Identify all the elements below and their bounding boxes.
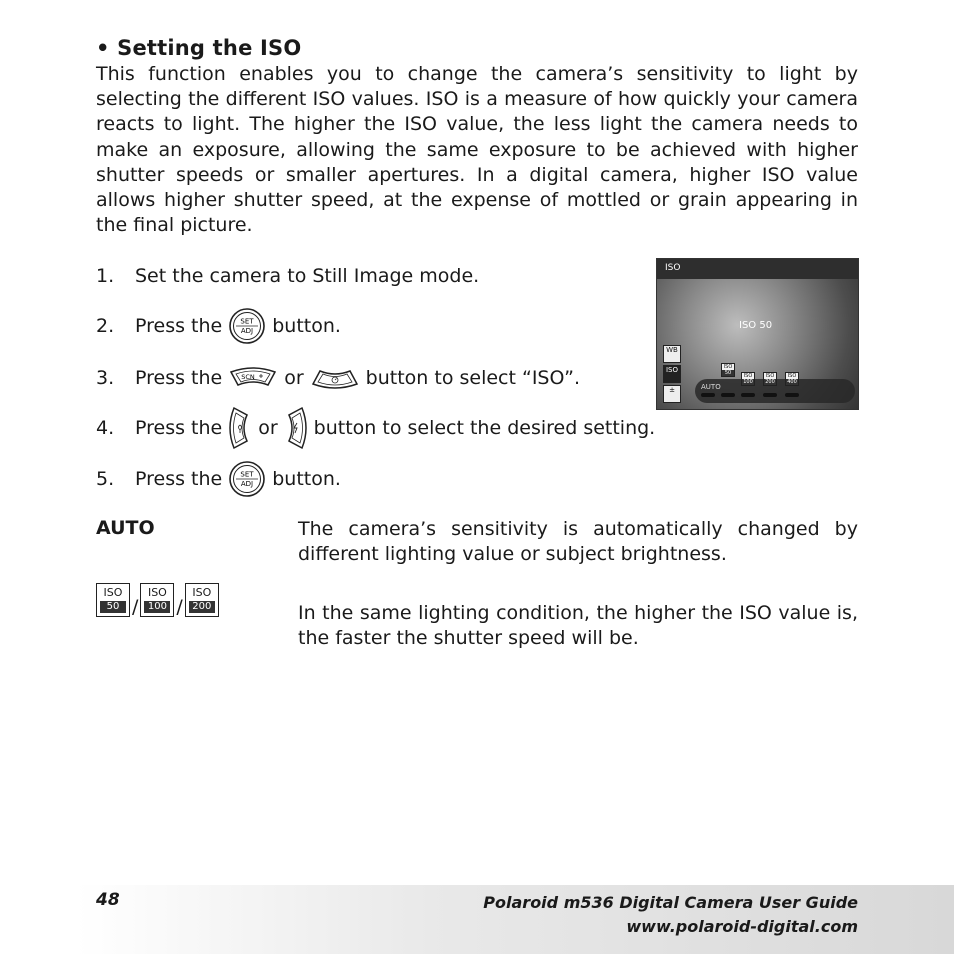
- step-text-pre: Press the: [135, 315, 223, 337]
- step-number: 3.: [96, 367, 115, 389]
- step-text-pre: Press the: [135, 417, 223, 439]
- iso-100-icon: ISO 100: [140, 583, 174, 617]
- page-number: 48: [96, 890, 120, 910]
- step-number: 4.: [96, 417, 115, 439]
- heading-title: Setting the ISO: [117, 36, 302, 60]
- auto-label: AUTO: [701, 383, 721, 391]
- step-number: 2.: [96, 315, 115, 337]
- iso-50-icon: ISO 50: [721, 363, 735, 377]
- strip-marker: [701, 393, 715, 397]
- separator: /: [132, 596, 139, 618]
- svg-text:ADJ: ADJ: [241, 327, 254, 335]
- guide-url: www.polaroid-digital.com: [626, 917, 858, 936]
- lcd-header-bar: [657, 259, 858, 279]
- scn-left-button-icon: [228, 366, 278, 390]
- white-balance-icon: WB: [663, 345, 681, 363]
- step-text: Set the camera to Still Image mode.: [135, 265, 480, 287]
- iso-badges-row: [96, 583, 219, 617]
- lcd-iso-readout: ISO 50: [739, 320, 773, 331]
- svg-text:ADJ: ADJ: [241, 480, 254, 488]
- step-text-post: button to select “ISO”.: [365, 367, 580, 389]
- camera-lcd-screenshot: [656, 258, 859, 410]
- iso-400-icon: ISO 400: [785, 372, 799, 386]
- strip-marker: [741, 393, 755, 397]
- exposure-icon: ±: [663, 385, 681, 403]
- step-text-mid: or: [258, 417, 278, 439]
- iso-100-icon: ISO 100: [741, 372, 755, 386]
- step-text-post: button.: [272, 468, 341, 490]
- iso-200-icon: ISO 200: [185, 583, 219, 617]
- auto-option-description: The camera’s sensitivity is automatically changed by different lighting value or subject brightness.: [298, 518, 858, 565]
- step-text-post: button.: [272, 315, 341, 337]
- guide-title: Polaroid m536 Digital Camera User Guide: [483, 893, 858, 912]
- iso-200-icon: ISO 200: [763, 372, 777, 386]
- self-timer-right-button-icon: [310, 366, 360, 390]
- set-adj-button-icon: [228, 460, 266, 498]
- flash-down-button-icon: [284, 405, 308, 451]
- section-heading: [96, 36, 301, 60]
- set-adj-button-icon: [228, 307, 266, 345]
- step-4: [96, 413, 655, 443]
- svg-text:SET: SET: [240, 470, 254, 479]
- svg-text:SCN: SCN: [241, 373, 255, 381]
- step-text-post: button to select the desired setting.: [313, 417, 656, 439]
- step-text-mid: or: [284, 367, 304, 389]
- auto-option-label: AUTO: [96, 517, 155, 539]
- step-text-pre: Press the: [135, 468, 223, 490]
- iso-option-description: In the same lighting condition, the higher the ISO value is, the faster the shutter speed will be.: [298, 602, 858, 649]
- macro-up-button-icon: [228, 405, 252, 451]
- iso-50-icon: ISO 50: [96, 583, 130, 617]
- heading-bullet: •: [96, 36, 110, 60]
- svg-text:SET: SET: [240, 317, 254, 326]
- intro-paragraph: This function enables you to change the camera’s sensitivity to light by selecting the different ISO values. ISO is a measure of how quickly your camera reacts to light. The higher the ISO value, the less light the camera needs to make an exposure, allowing the same exposure to be achieved with higher shutter speeds or smaller apertures. In a digital camera, higher ISO value allows higher shutter speed, at the expense of mottled or grain appearing in the final picture.: [96, 63, 858, 237]
- step-3: [96, 363, 580, 393]
- step-number: 1.: [96, 265, 115, 287]
- strip-marker: [785, 393, 799, 397]
- step-text-pre: Press the: [135, 367, 223, 389]
- lcd-header-title: ISO: [665, 263, 681, 273]
- strip-marker: [763, 393, 777, 397]
- separator: /: [176, 596, 183, 618]
- step-2: [96, 311, 341, 341]
- strip-marker: [721, 393, 735, 397]
- step-number: 5.: [96, 468, 115, 490]
- step-5: [96, 464, 341, 494]
- step-1: [96, 261, 479, 291]
- iso-icon: ISO: [663, 365, 681, 383]
